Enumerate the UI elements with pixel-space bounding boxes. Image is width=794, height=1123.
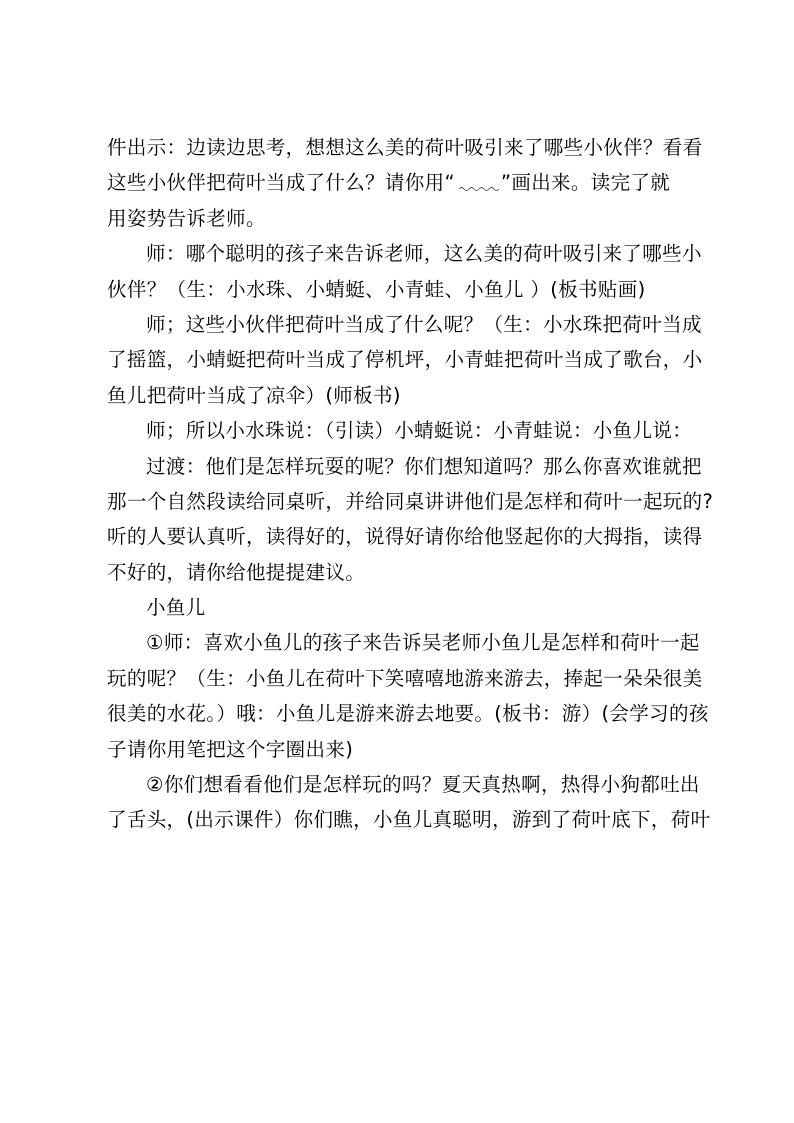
text-line: 师：哪个聪明的孩子来告诉老师，这么美的荷叶吸引来了哪些小 xyxy=(146,242,702,266)
text-line: 件出示：边读边思考，想想这么美的荷叶吸引来了哪些小伙伴？看看 xyxy=(107,136,703,159)
text-line xyxy=(107,165,759,200)
text-line: 伙伴？（生：小水珠、小蜻蜓、小青蛙、小鱼儿 ）(板书贴画) xyxy=(107,277,646,301)
section-heading: 小鱼儿 xyxy=(146,596,206,620)
text-line: 子请你用笔把这个字圈出来) xyxy=(107,737,354,761)
text-line: ②你们想看看他们是怎样玩的吗？夏天真热啊，热得小狗都吐出 xyxy=(146,773,700,797)
text-segment: ”画出来。读完了就 xyxy=(500,171,671,195)
text-segment: 这些小伙伴把荷叶当成了什么？请你用“ xyxy=(107,171,455,195)
text-line: 听的人要认真听，读得好的，说得好请你给他竖起你的大拇指，读得 xyxy=(107,525,703,549)
text-line: 鱼儿把荷叶当成了凉伞）(师板书) xyxy=(107,383,401,407)
text-line: 了舌头，(出示课件）你们瞧，小鱼儿真聪明，游到了荷叶底下，荷叶 xyxy=(107,808,711,832)
text-line: 玩的呢？（生：小鱼儿在荷叶下笑嘻嘻地游来游去，捧起一朵朵很美 xyxy=(107,666,703,690)
text-line: 了摇篮，小蜻蜓把荷叶当成了停机坪，小青蛙把荷叶当成了歌台，小 xyxy=(107,348,703,372)
wavy-underline-blank xyxy=(455,174,501,194)
text-line: 师；所以小水珠说：（引读）小蜻蜓说：小青蛙说：小鱼儿说： xyxy=(146,419,693,443)
text-line: 很美的水花。）哦：小鱼儿是游来游去地要。(板书：游）(会学习的孩 xyxy=(107,702,709,726)
text-line: 师；这些小伙伴把荷叶当成了什么呢？（生：小水珠把荷叶当成 xyxy=(146,312,702,336)
text-line: 用姿势告诉老师。 xyxy=(107,206,266,230)
text-line: 不好的，请你给他提提建议。 xyxy=(107,560,366,584)
text-line: 过渡：他们是怎样玩耍的呢？你们想知道吗？那么你喜欢谁就把 xyxy=(146,454,702,478)
text-line: ①师：喜欢小鱼儿的孩子来告诉吴老师小鱼儿是怎样和荷叶一起 xyxy=(146,631,700,655)
text-line: 那一个自然段读给同桌听，并给同桌讲讲他们是怎样和荷叶一起玩的? xyxy=(107,489,714,513)
document-body xyxy=(107,130,759,838)
